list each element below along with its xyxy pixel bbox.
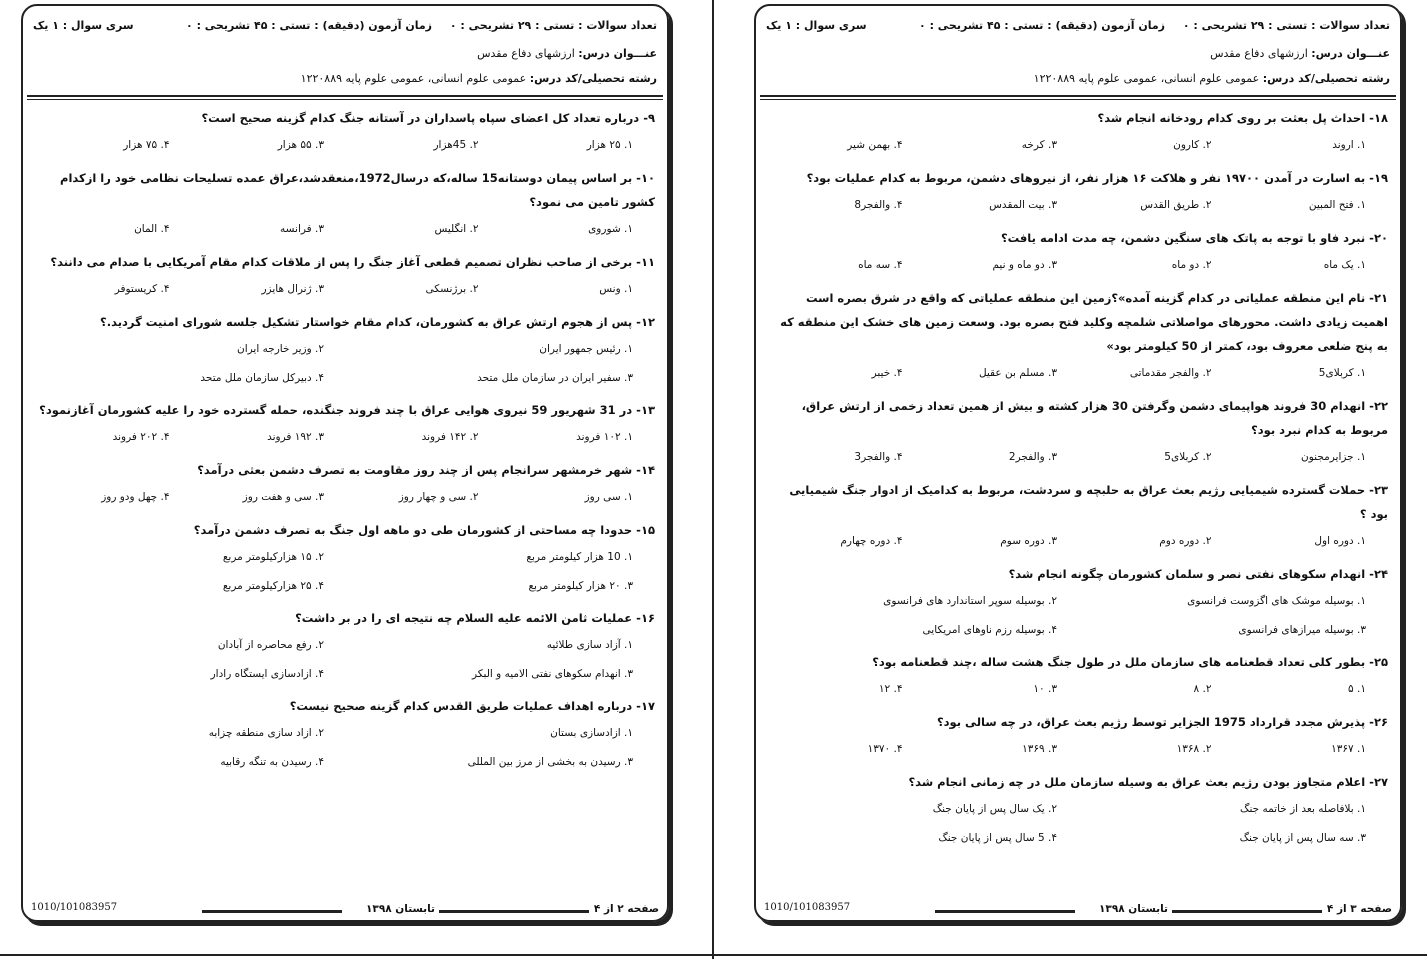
answer-option[interactable]: ۲. 45هزار [433,139,479,151]
options-row [770,586,1388,615]
question-item [770,286,1388,394]
answer-option[interactable]: ۳. دو ماه و نیم [992,259,1057,271]
question-number: ۲۴- [1369,567,1388,581]
answer-option[interactable]: ۴. دوره چهارم [840,535,903,547]
options-row [37,718,655,747]
question-number: ۹- [643,111,655,125]
question-number: ۱۷- [636,699,655,713]
answer-option[interactable]: ۳. بوسیله میرازهای فرانسوی [1238,623,1366,636]
options-row [37,363,655,392]
question-item [37,106,655,166]
answer-option[interactable]: ۱. شوروی [588,223,633,235]
question-number: ۱۲- [636,315,655,329]
answer-option[interactable]: ۳. بیت المقدس [989,199,1057,211]
options-row [37,482,655,512]
course-title-label: عنـــوان درس: [1311,47,1390,60]
answer-option[interactable]: ۱. ۱۳۶۷ [1331,743,1366,755]
answer-option[interactable]: ۳. ۱۳۶۹ [1022,743,1057,755]
page-number: صفحه ۲ از ۴ [593,903,659,915]
question-body: بر اساس پیمان دوستانه15 ساله،که درسال1972،منعقدشد،عراق عمده تسلیحات نظامی خود را ازکدام کشور تامین می نمود؟ [60,171,655,209]
question-item [37,606,655,694]
options-row [770,130,1388,160]
question-item [770,106,1388,166]
series-number: سری سوال : ۱ یک [766,19,867,32]
question-body: درباره اهداف عملیات طریق القدس کدام گزینه صحیح نیست؟ [289,699,633,713]
header-rule-thin [27,99,663,100]
question-count: تعداد سوالات : تستی : ۲۹ تشریحی : ۰ [449,19,657,32]
options-row [770,615,1388,644]
options-row [770,674,1388,704]
question-text [37,518,655,542]
answer-option[interactable]: ۲. ازاد سازی منطقه چزابه [208,726,324,739]
options-row [37,214,655,244]
answer-option[interactable]: ۴. سه ماه [858,259,903,271]
options-row [770,794,1388,823]
field-row [301,72,657,85]
question-text [37,106,655,130]
answer-option[interactable]: ۲. انگلیس [434,223,479,235]
question-text [770,710,1388,734]
exam-time: زمان آزمون (دقیقه) : تستی : ۴۵ تشریحی : ۰ [186,19,432,32]
options-row [37,334,655,363]
answer-option[interactable]: ۳. ۱۹۲ فروند [267,431,324,443]
field-value: عمومی علوم انسانی، عمومی علوم پایه ۱۲۲۰۸۸۹ [1033,72,1260,85]
question-item [37,166,655,250]
answer-option[interactable]: ۴. ۱۳۷۰ [867,743,903,755]
answer-option[interactable]: ۴. چهل ودو روز [101,491,170,503]
answer-option[interactable]: ۲. بوسیله سوپر استاندارد های فرانسوی [883,594,1057,607]
question-item [37,310,655,398]
questions-list [770,106,1388,858]
question-text [770,562,1388,586]
question-body: در 31 شهریور 59 نیروی هوایی عراق با چند فروند جنگنده، حمله گسترده خود را علیه کشورمان آغازنمود؟ [39,403,633,417]
header-rule [760,95,1396,97]
question-text [37,250,655,274]
page-header [23,6,667,94]
answer-option[interactable]: ۲. کارون [1173,139,1212,151]
answer-option[interactable]: ۲. ۱۴۲ فروند [421,431,479,443]
question-text [37,458,655,482]
question-text [37,166,655,214]
answer-option[interactable]: ۴. ۲۵ هزارکیلومتر مربع [222,579,324,592]
question-item [37,694,655,782]
answer-option[interactable]: ۴. ۱۲ [878,683,903,695]
course-title: ارزشهای دفاع مقدس [477,47,575,60]
answer-option[interactable]: ۲. دو ماه [1171,259,1212,271]
exam-page-3 [754,4,1402,922]
answer-option[interactable]: ۱. فتح المبین [1308,199,1366,211]
answer-option[interactable]: ۲. سی و چهار روز [398,491,479,503]
answer-option[interactable]: ۲. والفجر مقدماتی [1129,367,1212,379]
question-body: عملیات ثامن الائمه علیه السلام چه نتیجه ای را در بر داشت؟ [295,611,633,625]
question-number: ۲۶- [1369,715,1388,729]
answer-option[interactable]: ۱. ۲۵ هزار [586,139,633,151]
question-body: حملات گسترده شیمیایی رژیم بعث عراق به حلبچه و سردشت، مربوط به کدامیک از ادوار جنگ شیمیایی بود ؟ [789,483,1388,521]
question-body: اعلام متجاوز بودن رژیم بعث عراق به وسیله سازمان ملل در چه زمانی انجام شد؟ [908,775,1366,789]
options-row [37,130,655,160]
footer-bar [935,910,1075,913]
question-number: ۲۳- [1369,483,1388,497]
answer-option[interactable]: ۱. بلافاصله بعد از خاتمه جنگ [1240,802,1366,815]
question-number: ۲۱- [1369,291,1388,305]
question-body: پذیرش مجدد قرارداد 1975 الجزایر توسط رژیم بعث عراق، در چه سالی بود؟ [936,715,1366,729]
question-text [770,166,1388,190]
footer-bar [202,910,342,913]
field-row [1034,72,1390,85]
questions-list [37,106,655,782]
field-label: رشته تحصیلی/کد درس: [529,72,657,85]
question-text [770,106,1388,130]
answer-option[interactable]: ۱. ۱۰۲ فروند [576,431,633,443]
question-number: ۱۸- [1369,111,1388,125]
footer-code: 1010/101083957 [764,902,851,913]
question-item [37,518,655,606]
question-number: ۲۰- [1369,231,1388,245]
question-item [770,478,1388,562]
question-spacer [37,776,655,782]
question-body: برخی از صاحب نظران تصمیم قطعی آغاز جنگ را پس از ملاقات کدام مقام آمریکایی با صدام می دانند؟ [50,255,633,269]
answer-option[interactable]: ۱. اروند [1332,139,1366,151]
page-divider [712,0,714,959]
answer-option[interactable]: ۴. ۲۰۲ فروند [112,431,170,443]
bottom-rule [0,954,1427,956]
question-item [37,398,655,458]
answer-option[interactable]: ۱. ازادسازی بستان [550,726,633,739]
question-number: ۱۳- [636,403,655,417]
answer-option[interactable]: ۳. سفیر ایران در سازمان ملل متحد [477,371,633,384]
question-body: انهدام 30 فروند هواپیمای دشمن وگرفتن 30 هزار کشته و بیش از همین تعداد زخمی از ارتش عراق، مربوط به کدام نبرد بود؟ [801,399,1388,437]
options-row [37,747,655,776]
question-item [770,710,1388,770]
answer-option[interactable]: ۲. دوره دوم [1159,535,1212,547]
options-row [37,274,655,304]
options-row [770,734,1388,764]
options-row [770,358,1388,388]
answer-option[interactable]: ۴. رسیدن به تنگه رقابیه [220,755,324,768]
answer-option[interactable]: ۲. ۸ [1193,683,1212,695]
question-number: ۱۰- [636,171,655,185]
question-body: نبرد فاو با توجه به پاتک های سنگین دشمن، چه مدت ادامه یافت؟ [1000,231,1366,245]
question-body: بطور کلی تعداد قطعنامه های سازمان ملل در طول جنگ هشت ساله ،چند قطعنامه بود؟ [872,655,1366,669]
answer-option[interactable]: ۴. 5 سال پس از پایان جنگ [938,831,1057,844]
question-item [770,226,1388,286]
course-title: ارزشهای دفاع مقدس [1210,47,1308,60]
options-row [37,422,655,452]
question-body: درباره تعداد کل اعضای سپاه پاسداران در آستانه جنگ کدام گزینه صحیح است؟ [201,111,640,125]
question-body: حدودا چه مساحتی از کشورمان طی دو ماهه اول جنگ به تصرف دشمن درآمد؟ [193,523,633,537]
question-number: ۱۹- [1369,171,1388,185]
question-body: به اسارت در آمدن ۱۹۷۰۰ نفر و هلاکت ۱۶ هزار نفر، از نیروهای دشمن، مربوط به کدام عملیات بود؟ [806,171,1366,185]
answer-option[interactable]: ۴. بهمن شیر [847,139,903,151]
options-row [770,526,1388,556]
answer-option[interactable]: ۴. بوسیله رزم ناوهای امریکایی [922,623,1057,636]
answer-option[interactable]: ۳. ۵۵ هزار [277,139,324,151]
answer-option[interactable]: ۴. والفجر3 [854,451,903,463]
answer-option[interactable]: ۲. یک سال پس از پایان جنگ [932,802,1057,815]
question-number: ۱۱- [636,255,655,269]
footer-season: تابستان ۱۳۹۸ [366,903,435,915]
answer-option[interactable]: ۱. ۵ [1348,683,1366,695]
answer-option[interactable]: ۳. سه سال پس از پایان جنگ [1239,831,1366,844]
answer-option[interactable]: ۱. رئیس جمهور ایران [539,342,633,355]
page-footer [756,900,1400,922]
options-row [37,571,655,600]
question-number: ۲۲- [1369,399,1388,413]
answer-option[interactable]: ۳. انهدام سکوهای نفتی الامیه و البکر [471,667,633,680]
answer-option[interactable]: ۲. ۱۳۶۸ [1176,743,1212,755]
answer-option[interactable]: ۱. دوره اول [1314,535,1366,547]
options-row [770,442,1388,472]
answer-option[interactable]: ۳. ژنرال هایزر [261,283,324,295]
options-row [770,190,1388,220]
answer-option[interactable]: ۲. برژنسکی [425,283,479,295]
answer-option[interactable]: ۳. کرخه [1021,139,1057,151]
options-row [770,823,1388,852]
page-number: صفحه ۳ از ۴ [1326,903,1392,915]
question-item [770,650,1388,710]
answer-option[interactable]: ۱. یک ماه [1323,259,1366,271]
series-number: سری سوال : ۱ یک [33,19,134,32]
question-item [770,394,1388,478]
question-body: نام این منطقه عملیاتی در کدام گزینه آمده»؟زمین این منطقه عملیاتی که واقع در شرق بصره است اهمیت زیادی داشت. محورهای مواصلاتی شلمچه وکلید فتح بصره بود. وسعت زمین های خشک این منطقه که به پنج ضلعی معروف بود، کمتر از 50 کیلومتر بود» [780,291,1388,353]
answer-option[interactable]: ۱. بوسیله موشک های اگزوست فرانسوی [1187,594,1366,607]
question-text [37,398,655,422]
question-item [770,562,1388,650]
answer-option[interactable]: ۱. آزاد سازی طلائیه [546,638,633,651]
course-title-row [1210,47,1390,60]
question-number: ۱۴- [636,463,655,477]
footer-code: 1010/101083957 [31,902,118,913]
answer-option[interactable]: ۴. ازادسازی ایستگاه رادار [210,667,324,680]
answer-option[interactable]: ۳. مسلم بن عقیل [978,367,1057,379]
header-rule [27,95,663,97]
page-header [756,6,1400,94]
question-text [37,694,655,718]
question-body: شهر خرمشهر سرانجام پس از چند روز مقاومت به تصرف دشمن بعثی درآمد؟ [197,463,633,477]
answer-option[interactable]: ۱. سی روز [584,491,633,503]
options-row [37,630,655,659]
answer-option[interactable]: ۴. ۷۵ هزار [123,139,170,151]
question-text [770,394,1388,442]
answer-option[interactable]: ۱. جزایرمجنون [1301,451,1366,463]
footer-bar [1172,910,1322,913]
question-text [37,310,655,334]
exam-time: زمان آزمون (دقیقه) : تستی : ۴۵ تشریحی : ۰ [919,19,1165,32]
question-body: احداث پل بعثت بر روی کدام رودخانه انجام شد؟ [1097,111,1366,125]
answer-option[interactable]: ۴. خیبر [871,367,903,379]
options-row [37,542,655,571]
question-text [770,478,1388,526]
question-body: پس از هجوم ارتش عراق به کشورمان، کدام مقام خواستار تشکیل جلسه شورای امنیت گردید.؟ [100,315,633,329]
question-number: ۱۵- [636,523,655,537]
question-text [770,650,1388,674]
question-item [770,770,1388,858]
answer-option[interactable]: ۳. فرانسه [280,223,324,235]
field-value: عمومی علوم انسانی، عمومی علوم پایه ۱۲۲۰۸۸۹ [300,72,527,85]
question-number: ۲۷- [1369,775,1388,789]
answer-option[interactable]: ۳. ۱۰ [1033,683,1057,695]
header-rule-thin [760,99,1396,100]
question-item [37,458,655,518]
question-item [770,166,1388,226]
answer-option[interactable]: ۳. سی و هفت روز [242,491,324,503]
question-text [770,770,1388,794]
answer-option[interactable]: ۱. کربلای5 [1318,367,1366,379]
answer-option[interactable]: ۱. 10 هزار کیلومتر مربع [526,550,633,563]
options-row [37,659,655,688]
answer-option[interactable]: ۴. کریستوفر [114,283,170,295]
question-text [770,286,1388,358]
options-row [770,250,1388,280]
question-count: تعداد سوالات : تستی : ۲۹ تشریحی : ۰ [1182,19,1390,32]
question-number: ۱۶- [636,611,655,625]
question-body: انهدام سکوهای نفتی نصر و سلمان کشورمان چگونه انجام شد؟ [1008,567,1366,581]
answer-option[interactable]: ۲. طریق القدس [1140,199,1212,211]
field-label: رشته تحصیلی/کد درس: [1262,72,1390,85]
answer-option[interactable]: ۲. وزیر خارجه ایران [237,342,324,355]
question-text [770,226,1388,250]
question-number: ۲۵- [1369,655,1388,669]
answer-option[interactable]: ۴. دبیرکل سازمان ملل متحد [200,371,324,384]
answer-option[interactable]: ۳. دوره سوم [1000,535,1057,547]
answer-option[interactable]: ۴. والفجر8 [854,199,903,211]
answer-option[interactable]: ۱. ونس [599,283,633,295]
course-title-row [477,47,657,60]
footer-bar [439,910,589,913]
question-spacer [770,852,1388,858]
footer-season: تابستان ۱۳۹۸ [1099,903,1168,915]
course-title-label: عنـــوان درس: [578,47,657,60]
answer-option[interactable]: ۲. ۱۵ هزارکیلومتر مربع [222,550,324,563]
answer-option[interactable]: ۲. رفع محاصره از آبادان [217,638,324,651]
answer-option[interactable]: ۳. رسیدن به بخشی از مرز بین المللی [467,755,633,768]
answer-option[interactable]: ۳. ۲۰ هزار کیلومتر مربع [528,579,633,592]
answer-option[interactable]: ۲. کربلای5 [1164,451,1212,463]
answer-option[interactable]: ۳. والفجر2 [1008,451,1057,463]
exam-page-2 [21,4,669,922]
question-item [37,250,655,310]
question-text [37,606,655,630]
answer-option[interactable]: ۴. المان [134,223,170,235]
page-footer [23,900,667,922]
